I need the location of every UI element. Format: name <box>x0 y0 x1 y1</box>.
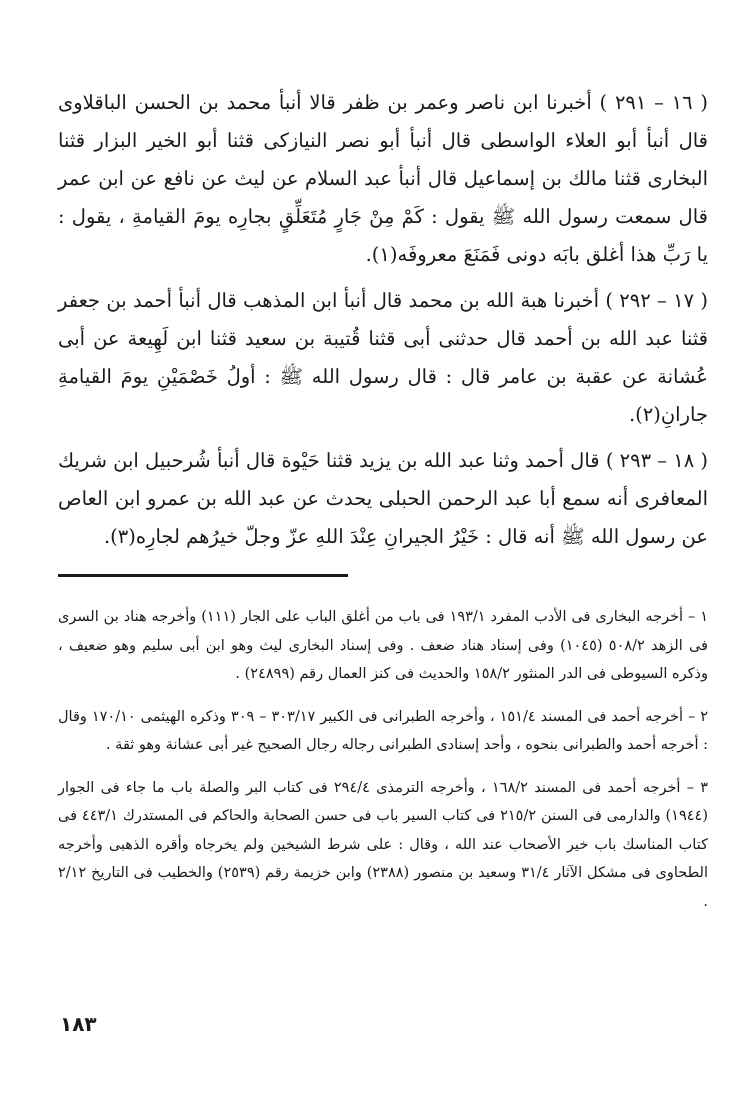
footnote-divider <box>58 574 348 577</box>
footnote-2: ٢ – أخرجه أحمد فى المسند ١٥١/٤ ، وأخرجه الطبرانى فى الكبير ٣٠٣/١٧ – ٣٠٩ وذكره الهيثمى ١٧٠/١٠ وقال : أخرجه أحمد والطبرانى بنحوه ، وأحد إسنادى الطبرانى رجاله رجال الصحيح غير أبى عشانة وهو ثقة . <box>58 708 708 753</box>
footnote-3: ٣ – أخرجه أحمد فى المسند ١٦٨/٢ ، وأخرجه الترمذى ٢٩٤/٤ فى كتاب البر والصلة باب ما جاء فى الجوار (١٩٤٤) والدارمى فى السنن ٢١٥/٢ فى كتاب السير باب فى حسن الصحابة والحاكم فى المستدرك ٤٤٣/١ فى كتاب المناسك باب خير الأصحاب عند الله ، وقال : على شرط الشيخين ولم يخرجاه وأقره الذهبى وأخرجه الطحاوى فى مشكل الآثار ٣١/٤ وسعيد بن منصور (٢٣٨٨) وابن خزيمة رقم (٢٥٣٩) والخطيب فى التاريخ ٢/١٢ . <box>58 779 708 910</box>
hadith-paragraph-293: ( ١٨ – ٢٩٣ ) قال أحمد وثنا عبد الله بن يزيد قثنا حَيْوة قال أنبأ شُرحبيل ابن شريك المعافرى أنه سمع أبا عبد الرحمن الحبلى يحدث عن عبد الله بن عمرو ابن العاص عن رسول الله ﷺ أنه قال : خَيْرُ الجيرانِ عِنْدَ اللهِ عزّ وجلّ خيرُهم لجارِه(٣). <box>58 449 709 548</box>
footnote-1: ١ – أخرجه البخارى فى الأدب المفرد ١٩٣/١ فى باب من أغلق الباب على الجار (١١١) وأخرجه هناد بن السرى فى الزهد ٥٠٨/٢ (١٠٤٥) وفى إسناد هناد ضعف . وفى إسناد البخارى ليث وهو ابن أبى سليم وهو ضعيف ، وذكره السيوطى فى الدر المنثور ١٥٨/٢ والحديث فى كنز العمال رقم (٢٤٨٩٩) . <box>58 609 708 682</box>
page-number: ١٨٣ <box>60 1012 97 1036</box>
hadith-paragraph-291: ( ١٦ – ٢٩١ ) أخبرنا ابن ناصر وعمر بن ظفر قالا أنبأ محمد بن الحسن الباقلاوى قال أنبأ أبو العلاء الواسطى قال أنبأ أبو نصر النيازكى قثنا أبو الخير البزار قثنا البخارى قثنا مالك بن إسماعيل قال أنبأ عبد السلام عن ليث عن نافع عن ابن عمر قال سمعت رسول الله ﷺ يقول : كَمْ مِنْ جَارٍ مُتَعَلِّقٍ بجارِه يومَ القيامةِ ، يقول : يا رَبِّ هذا أغلق بابَه دونى فَمَنَعَ معروفَه(١). <box>58 91 709 266</box>
page-body <box>58 84 708 930</box>
hadith-paragraph-292: ( ١٧ – ٢٩٢ ) أخبرنا هبة الله بن محمد قال أنبأ ابن المذهب قال أنبأ أحمد بن جعفر قثنا عبد الله بن أحمد قال حدثنى أبى قثنا قُتيبة بن سعيد قثنا ابن لَهِيعة عن أبى عُشانة عن عقبة بن عامر قال : قال رسول الله ﷺ : أولُ خَصْمَيْنِ يومَ القيامةِ جارانِ(٢). <box>58 289 708 426</box>
